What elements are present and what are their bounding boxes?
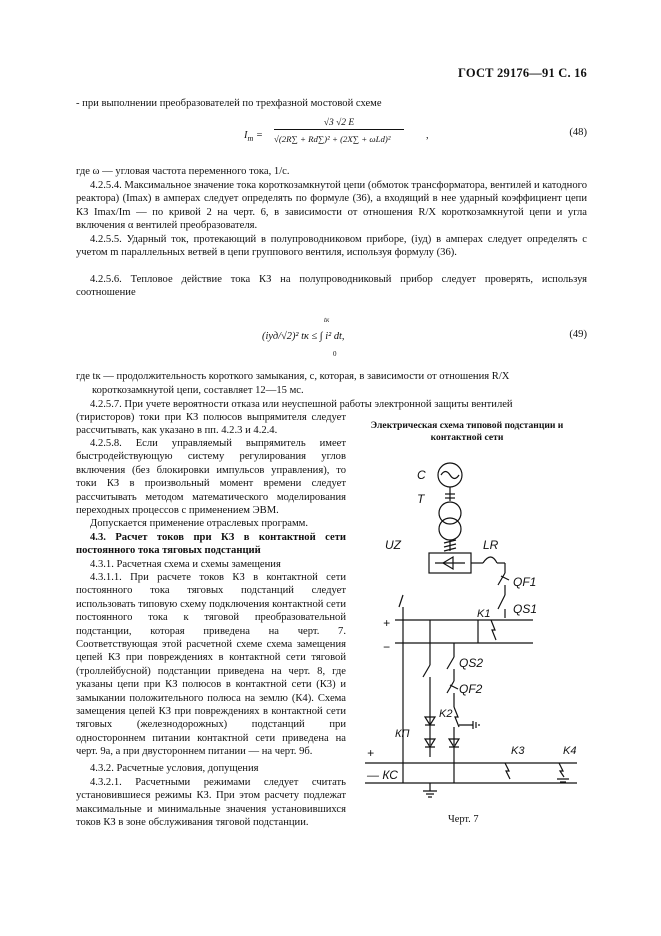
- label-uz: UZ: [385, 538, 401, 552]
- eq48-numerator: √3 √2 E: [274, 118, 404, 130]
- fault-k2-icon: [454, 707, 459, 727]
- paragraph: 4.3.2.1. Расчетными режимами следует считать установившиеся режимы КЗ. При этом расчету подлежат максимальные и минимальные значения установившихся токов КЗ в зоне обслуживания тяговой подстанции.: [76, 777, 346, 829]
- label-lr: LR: [483, 538, 499, 552]
- circuit-diagram: [355, 445, 595, 805]
- label-k2: K2: [439, 708, 453, 720]
- paragraph: 4.2.5.8. Если управляемый выпрямитель имеет быстродействующую систему регулирования углов включения (без блокировки импульсов управления), то токи КЗ в произвольный момент времени следует рассчитывать методом математического моделирования переходных процессов с применением ЭВМ.: [76, 438, 346, 517]
- text-line: 4.3.2. Расчетные условия, допущения: [90, 763, 259, 774]
- equation-49: tк (iуд/√2)² tк ≤ ∫ i² dt, 0: [262, 316, 345, 358]
- text-line: Допускается применение отраслевых программ.: [90, 518, 308, 529]
- text-line: - при выполнении преобразователей по трехфазной мостовой схеме: [76, 98, 382, 109]
- diagram-title: Электрическая схема типовой подстанции и контактной сети: [370, 420, 564, 443]
- transformer-secondary: [439, 518, 461, 540]
- text-line: 4.3.1. Расчетная схема и схемы замещения: [90, 559, 281, 570]
- ground-icon: [423, 791, 437, 797]
- text-line: где tк — продолжительность короткого замыкания, с, которая, в зависимости от отношения R/X: [76, 371, 510, 382]
- label-minus-1: −: [383, 640, 391, 654]
- label-plus-2: +: [367, 746, 375, 760]
- switch-feeder: [423, 665, 430, 677]
- equation-48: $I_m$ = √3 √2 E √(2R∑ + Rd∑)² + (2X∑ + ωLd)² ,: [244, 118, 429, 144]
- label-qs1: QS1: [513, 602, 538, 616]
- label-qs2: QS2: [459, 656, 484, 670]
- eq48-lhs: $I_m$ =: [244, 130, 263, 144]
- ground-k2-icon: [459, 721, 479, 729]
- label-c: C: [417, 468, 426, 482]
- label-k4: K4: [563, 745, 577, 757]
- fault-k4-icon: [559, 763, 564, 777]
- label-qf2: QF2: [459, 682, 483, 696]
- text-line: короткозамкнутой цепи, составляет 12—15 мс.: [92, 385, 304, 396]
- label-kc: — КС: [367, 768, 398, 782]
- reactor-icon: [483, 557, 497, 563]
- equation-number: (49): [569, 329, 587, 340]
- text-line: 4.2.5.7. При учете вероятности отказа или неуспешной работы электронной защиты вентилей: [90, 399, 513, 410]
- text-line: где ω — угловая частота переменного тока, 1/с.: [76, 166, 290, 177]
- paragraph: 4.3.1.1. При расчете токов КЗ в контактной сети постоянного тока тяговых подстанций следует использовать типовую схему подключения контактной сети постоянного тока к тяговой преобразовательной подстанции, которая приведена на черт. 7. Соответствующая этой расчетной схеме схема замещения цепей КЗ при повреждениях в контактной сети тяговой (троллейбусной) подстанции приведена на черт. 8, где указаны цепи при КЗ полюсов в контактной сети (К3) и замыкании положительного полюса на землю (К4). Схема замещения цепей КЗ при повреждениях в контактной сети тяговых (железнодорожных) подстанций при одностороннем питании контактной сети приведена на черт. 9а, а при двустороннем питании — на черт. 9б.: [76, 572, 346, 758]
- ground-k4-icon: [557, 779, 569, 782]
- page-header: ГОСТ 29176—91 С. 16: [458, 66, 587, 80]
- paragraph: (тиристоров) токи при КЗ полюсов выпрямителя следует рассчитывать, как указано в пп. 4.2.3 и 4.2.4.: [76, 412, 346, 437]
- label-k1: K1: [477, 608, 491, 620]
- label-qf1: QF1: [513, 575, 537, 589]
- eq48-denominator: √(2R∑ + Rd∑)² + (2X∑ + ωLd)²: [274, 134, 391, 144]
- fault-k1-icon: [491, 620, 496, 640]
- switch-left: [399, 595, 403, 607]
- sine-icon: [441, 472, 459, 479]
- label-plus-1: +: [383, 616, 391, 630]
- switch-qs2: [447, 657, 454, 669]
- paragraph: 4.2.5.6. Тепловое действие тока КЗ на полупроводниковый прибор следует проверять, используя соотношение: [76, 274, 587, 299]
- section-heading: 4.3. Расчет токов при КЗ в контактной сети постоянного тока тяговых подстанций: [76, 532, 346, 557]
- label-kp: КП: [395, 728, 410, 740]
- equation-number: (48): [569, 127, 587, 138]
- paragraph: 4.2.5.5. Ударный ток, протекающий в полупроводниковом приборе, (iуд) в амперах следует определять с учетом m параллельных ветвей в цепи группового вентиля, используя формулу (36).: [76, 234, 587, 259]
- fault-k3-icon: [505, 763, 510, 779]
- label-t: T: [417, 492, 425, 506]
- label-k3: K3: [511, 745, 525, 757]
- diagram-caption: Черт. 7: [448, 814, 479, 825]
- switch-qs1: [498, 595, 505, 609]
- paragraph: 4.2.5.4. Максимальное значение тока короткозамкнутой цепи (обмоток трансформатора, вентилей и катодного реактора) (Imax) в амперах следует определять по формуле (36), а входящий в нее ударный коэффициент цепи КЗ Imax/Im — по кривой 2 на черт. 6, в зависимости от отношения R/X короткозамкнутой цепи и угла включения α вентилей преобразователя.: [76, 180, 587, 232]
- breaker-qf1: [498, 573, 505, 585]
